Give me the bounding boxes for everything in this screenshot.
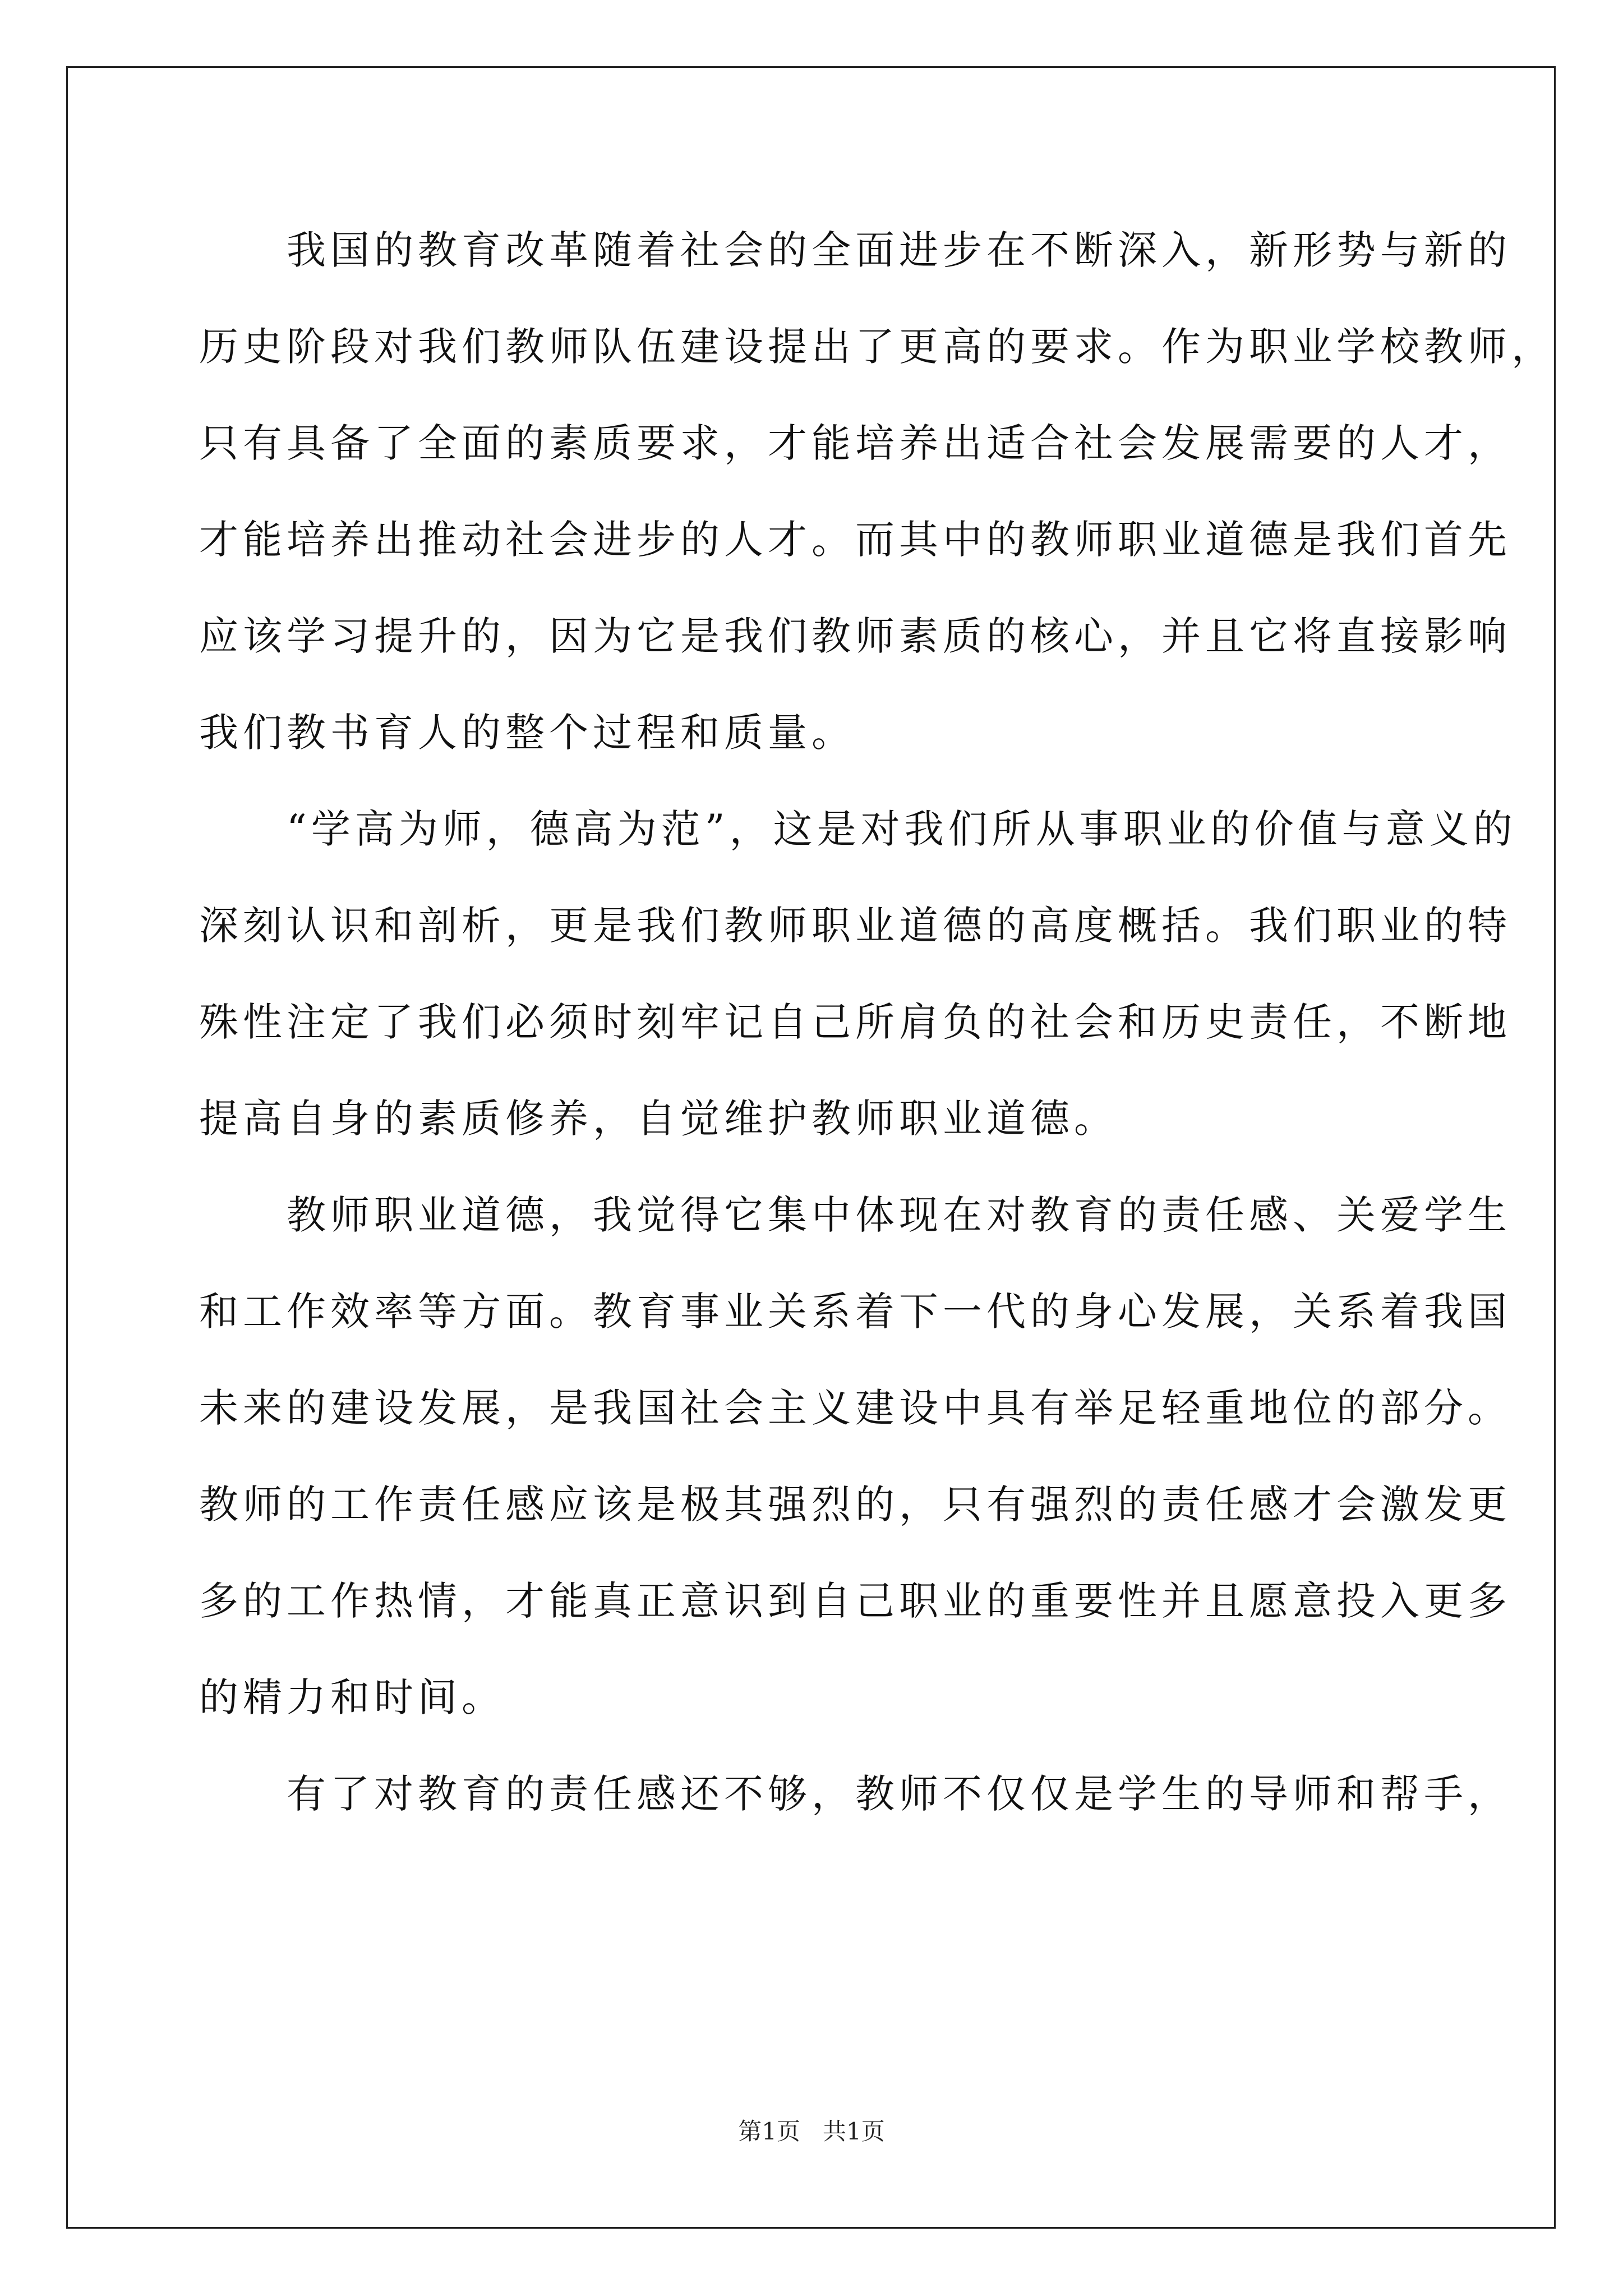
text-line: 历史阶段对我们教师队伍建设提出了更高的要求。作为职业学校教师， (199, 324, 1555, 370)
text-line: 我们教书育人的整个过程和质量。 (199, 710, 855, 756)
text-line: 应该学习提升的，因为它是我们教师素质的核心，并且它将直接影响 (199, 613, 1511, 659)
page-number: 第1页 (738, 2118, 800, 2145)
text-line: 未来的建设发展，是我国社会主义建设中具有举足轻重地位的部分。 (199, 1385, 1511, 1431)
text-line: 有了对教育的责任感还不够，教师不仅仅是学生的导师和帮手， (199, 1771, 1511, 1817)
text-line: 多的工作热情，才能真正意识到自己职业的重要性并且愿意投入更多 (199, 1578, 1511, 1624)
text-line: 深刻认识和剖析，更是我们教师职业道德的高度概括。我们职业的特 (199, 903, 1511, 949)
text-line: 教师的工作责任感应该是极其强烈的，只有强烈的责任感才会激发更 (199, 1481, 1511, 1527)
text-line: 殊性注定了我们必须时刻牢记自己所肩负的社会和历史责任，不断地 (199, 999, 1511, 1045)
page-total: 共1页 (823, 2118, 885, 2145)
page-footer (0, 2115, 1623, 2148)
text-line: 和工作效率等方面。教育事业关系着下一代的身心发展，关系着我国 (199, 1289, 1511, 1335)
text-line: 只有具备了全面的素质要求，才能培养出适合社会发展需要的人才， (199, 420, 1511, 466)
text-line: 的精力和时间。 (199, 1674, 505, 1720)
text-line: 才能培养出推动社会进步的人才。而其中的教师职业道德是我们首先 (199, 517, 1511, 563)
document-body (199, 202, 1555, 1842)
text-line: 我国的教育改革随着社会的全面进步在不断深入，新形势与新的 (199, 227, 1511, 273)
text-line: 教师职业道德，我觉得它集中体现在对教育的责任感、关爱学生 (199, 1192, 1511, 1238)
text-line: 提高自身的素质修养，自觉维护教师职业道德。 (199, 1096, 1118, 1142)
text-line: “学高为师，德高为范”，这是对我们所从事职业的价值与意义的 (199, 806, 1517, 852)
